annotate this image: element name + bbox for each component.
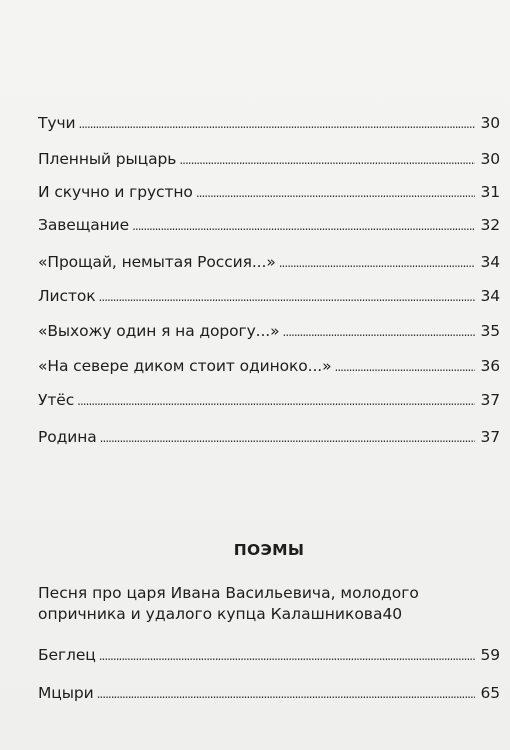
toc-entry-title: Родина (38, 428, 97, 446)
toc-entry-title: «Выхожу один я на дорогу...» (38, 322, 280, 340)
toc-entry-page: 37 (480, 428, 500, 446)
toc-entry-page: 30 (480, 114, 500, 132)
toc-entry-page: 34 (480, 287, 500, 305)
toc-entry-page: 36 (480, 357, 500, 375)
toc-entry-title-line2: опричника и удалого купца Калашникова (38, 605, 383, 623)
dot-leader (132, 215, 475, 236)
toc-entry-page: 32 (480, 216, 500, 234)
section-heading: ПОЭМЫ (233, 541, 305, 559)
toc-entry-page: 34 (480, 253, 500, 271)
toc-entry-title: Пленный рыцарь (38, 150, 177, 168)
dot-leader (99, 286, 475, 307)
toc-entry-title: «На севере диком стоит одиноко...» (38, 357, 332, 375)
dot-leader (279, 252, 475, 273)
toc-entry-page: 40 (382, 605, 403, 623)
dot-leader (77, 390, 475, 411)
toc-entry (38, 149, 500, 170)
dot-leader (179, 149, 475, 170)
toc-entry-title: Утёс (38, 391, 75, 409)
dot-leader (78, 113, 475, 134)
toc-entry-page: 31 (480, 183, 500, 201)
toc-entry-title: Листок (38, 287, 96, 305)
toc-entry-last-line (38, 604, 500, 625)
dot-leader (97, 683, 475, 704)
toc-entry (38, 182, 500, 203)
toc-entry (38, 356, 500, 377)
toc-entry (38, 113, 500, 134)
toc-entry (38, 286, 500, 307)
toc-entry (38, 390, 500, 411)
toc-entry (38, 215, 500, 236)
dot-leader (100, 427, 475, 448)
toc-entry-page: 37 (480, 391, 500, 409)
toc-entry-page: 65 (480, 684, 500, 702)
dot-leader (335, 356, 475, 377)
toc-entry-title: Завещание (38, 216, 130, 234)
toc-entry-page: 30 (480, 150, 500, 168)
toc-entry-title: И скучно и грустно (38, 183, 193, 201)
toc-entry (38, 321, 500, 342)
toc-entry-title: Мцыри (38, 684, 94, 702)
toc-entry-title: Беглец (38, 646, 96, 664)
toc-entry (38, 252, 500, 273)
toc-entry-title-line1: Песня про царя Ивана Васильевича, молодого (38, 584, 419, 602)
toc-entry (38, 583, 500, 625)
toc-entry (38, 645, 500, 666)
dot-leader (196, 182, 475, 203)
toc-entry-title: Тучи (38, 114, 76, 132)
toc-entry (38, 427, 500, 448)
toc-entry-title: «Прощай, немытая Россия...» (38, 253, 276, 271)
toc-entry-page: 35 (480, 322, 500, 340)
toc-entry-page: 59 (480, 646, 500, 664)
toc-entry (38, 683, 500, 704)
dot-leader (99, 645, 475, 666)
dot-leader (283, 321, 475, 342)
